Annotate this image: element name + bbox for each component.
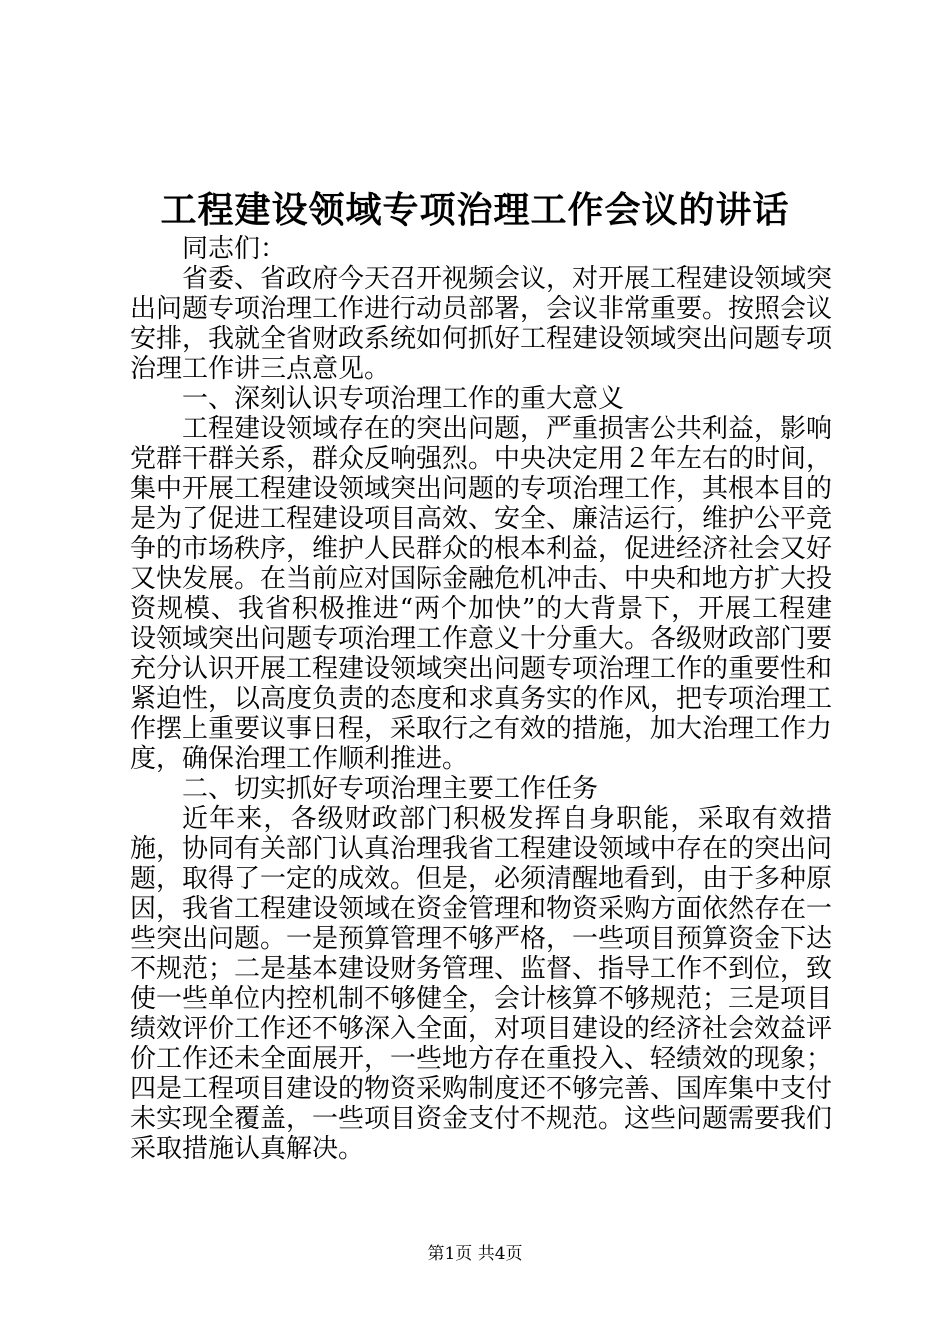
document-body [130, 234, 832, 1164]
document-title: 工程建设领域专项治理工作会议的讲话 [160, 189, 790, 231]
paragraph-tasks: 近年来，各级财政部门积极发挥自身职能，采取有效措施，协同有关部门认真治理我省工程建设领域中存在的突出问题，取得了一定的成效。但是，必须清醒地看到，由于多种原因，我省工程建设领域在资金管理和物资采购方面依然存在一些突出问题。一是预算管理不够严格，一些项目预算资金下达不规范；二是基本建设财务管理、监督、指导工作不到位，致使一些单位内控机制不够健全，会计核算不够规范；三是项目绩效评价工作还不够深入全面，对项目建设的经济社会效益评价工作还未全面展开，一些地方存在重投入、轻绩效的现象；四是工程项目建设的物资采购制度还不够完善、国库集中支付未实现全覆盖，一些项目资金支付不规范。这些问题需要我们采取措施认真解决。 [130, 804, 833, 1164]
paragraph-significance: 工程建设领域存在的突出问题，严重损害公共利益，影响党群干群关系，群众反响强烈。中央决定用２年左右的时间，集中开展工程建设领域突出问题的专项治理工作，其根本目的是为了促进工程建设项目高效、安全、廉洁运行，维护公平竞争的市场秩序，维护人民群众的根本利益，促进经济社会又好又快发展。在当前应对国际金融危机冲击、中央和地方扩大投资规模、我省积极推进“两个加快”的大背景下，开展工程建设领域突出问题专项治理工作意义十分重大。各级财政部门要充分认识开展工程建设领域突出问题专项治理工作的重要性和紧迫性，以高度负责的态度和求真务实的作风，把专项治理工作摆上重要议事日程，采取行之有效的措施，加大治理工作力度，确保治理工作顺利推进。 [130, 414, 833, 774]
paragraph-intro: 省委、省政府今天召开视频会议，对开展工程建设领域突出问题专项治理工作进行动员部署，会议非常重要。按照会议安排，我就全省财政系统如何抓好工程建设领域突出问题专项治理工作讲三点意见。 [130, 264, 833, 384]
salutation: 同志们： [182, 234, 287, 264]
page-footer: 第1页 共4页 [427, 1244, 523, 1264]
section-heading-2: 二、切实抓好专项治理主要工作任务 [182, 774, 599, 804]
section-heading-1: 一、深刻认识专项治理工作的重大意义 [182, 384, 625, 414]
